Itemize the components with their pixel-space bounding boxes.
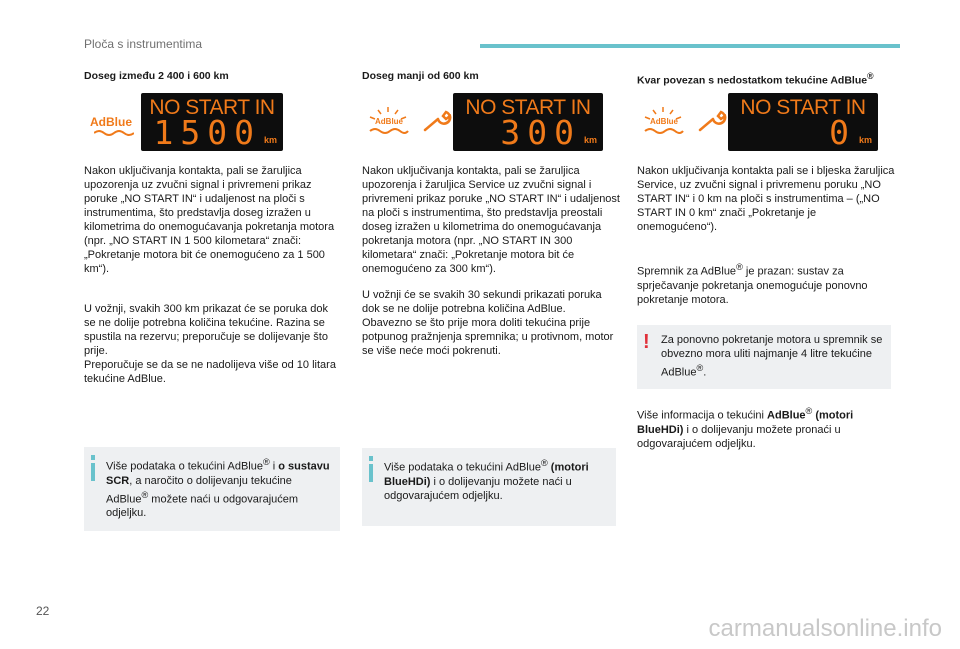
adblue-warning-icon: AdBlue xyxy=(90,113,132,131)
display-title: NO START IN xyxy=(740,96,866,119)
paragraph: Više informacija o tekućini AdBlue® (motori BlueHDi) i o dolijevanju možete pronaći u odgovarajućem odjeljku. xyxy=(637,406,854,450)
info-box xyxy=(84,447,340,531)
info-text: Više podataka o tekućini AdBlue® (motori BlueHDi) i o dolijevanju možete naći u odgovarajućem odjeljku. xyxy=(384,458,589,502)
info-icon xyxy=(88,455,98,481)
adblue-warning-icon: AdBlue xyxy=(366,105,410,139)
warning-text: Za ponovno pokretanje motora u spremnik se obvezno mora uliti najmanje 4 litre tekućine AdBlue®. xyxy=(661,334,883,379)
page-number: 22 xyxy=(36,604,50,618)
info-box xyxy=(362,448,616,526)
display-number: 0 xyxy=(829,113,856,152)
section-title: Kvar povezan s nedostatkom tekućine AdBlue® xyxy=(637,71,874,87)
warning-box xyxy=(637,325,891,389)
instrument-display xyxy=(728,93,878,151)
section-title: Doseg između 2 400 i 600 km xyxy=(84,70,229,82)
paragraph: Spremnik za AdBlue® je prazan: sustav za sprječavanje pokretanja onemogućuje ponovno pokretanje motora. xyxy=(637,262,868,306)
column-3-body xyxy=(637,164,895,307)
column-3-footer xyxy=(637,404,895,451)
instrument-display xyxy=(141,93,283,151)
display-title: NO START IN xyxy=(465,96,591,119)
exclamation-icon: ! xyxy=(643,331,650,353)
display-unit: km xyxy=(583,135,597,145)
display-row-3 xyxy=(637,93,877,151)
header-accent-bar xyxy=(480,44,900,48)
paragraph: U vožnji, svakih 300 km prikazat će se poruka dok se ne dolije potrebna količina tekućine. Razina se spustila na rezervu; preporučuje se dolijevanje što prije. xyxy=(84,303,328,357)
adblue-warning-icon: AdBlue xyxy=(641,105,685,139)
page-header-title: Ploča s instrumentima xyxy=(84,37,203,51)
paragraph: Nakon uključivanja kontakta, pali se žaruljica upozorenja i žaruljica Service uz zvučni signal i privremeni prikaz poruke „NO START IN“ i udaljenost na ploči s instrumentima, što predstavlja preostali doseg izražen u kilometrima do onemogućavanja pokretanja motora (npr. „NO START IN 300 kilometara“ znači: „Pokretanje motora bit će onemogućeno za 300 km“). xyxy=(362,165,620,275)
display-unit: km xyxy=(858,135,872,145)
paragraph: Obavezno se što prije mora doliti tekućina prije potpunog pražnjenja spremnika; u protivnom, motor se više neće moći pokrenuti. xyxy=(362,317,614,357)
paragraph: Nakon uključivanja kontakta, pali se žaruljica upozorenja uz zvučni signal i privremeni prikaz poruke „NO START IN“ i udaljenost na ploči s instrumentima, što predstavlja doseg izražen u kilometrima do onemogućavanja pokretanja motora (npr. „NO START IN 1 500 kilometara“ znači: „Pokretanje motora bit će onemogućeno za 1 500 km“). xyxy=(84,165,335,275)
display-title: NO START IN xyxy=(149,96,275,119)
watermark: carmanualsonline.info xyxy=(708,615,942,642)
instrument-display xyxy=(453,93,603,151)
section-title: Doseg manji od 600 km xyxy=(362,70,479,82)
column-2 xyxy=(362,62,620,83)
display-number: 1500 xyxy=(153,113,261,152)
column-1 xyxy=(84,62,342,83)
paragraph: U vožnji će se svakih 30 sekundi prikazati poruka dok se ne dolije potrebna količina AdBlue. xyxy=(362,289,602,315)
wrench-icon xyxy=(422,109,452,138)
paragraph: Preporučuje se da se ne nadolijeva više od 10 litara tekućine AdBlue. xyxy=(84,359,336,385)
info-icon xyxy=(366,456,376,482)
column-2-body xyxy=(362,164,620,358)
column-1-body xyxy=(84,164,342,386)
wrench-icon xyxy=(697,109,727,138)
display-number: 300 xyxy=(500,113,581,152)
display-row-1 xyxy=(84,93,284,151)
display-unit: km xyxy=(263,135,277,145)
paragraph: Nakon uključivanja kontakta pali se i bljeska žaruljica Service, uz zvučni signal i privremenu poruku „NO START IN“ i 0 km na ploči s instrumentima – („NO START IN 0 km“ znači „Pokretanje je onemogućeno“). xyxy=(637,165,895,233)
info-text: Više podataka o tekućini AdBlue® i o sustavu SCR, a naročito o dolijevanju tekućine AdBlue® možete naći u odgovarajućem odjeljku. xyxy=(106,457,330,520)
column-3 xyxy=(637,62,895,88)
display-row-2 xyxy=(362,93,602,151)
